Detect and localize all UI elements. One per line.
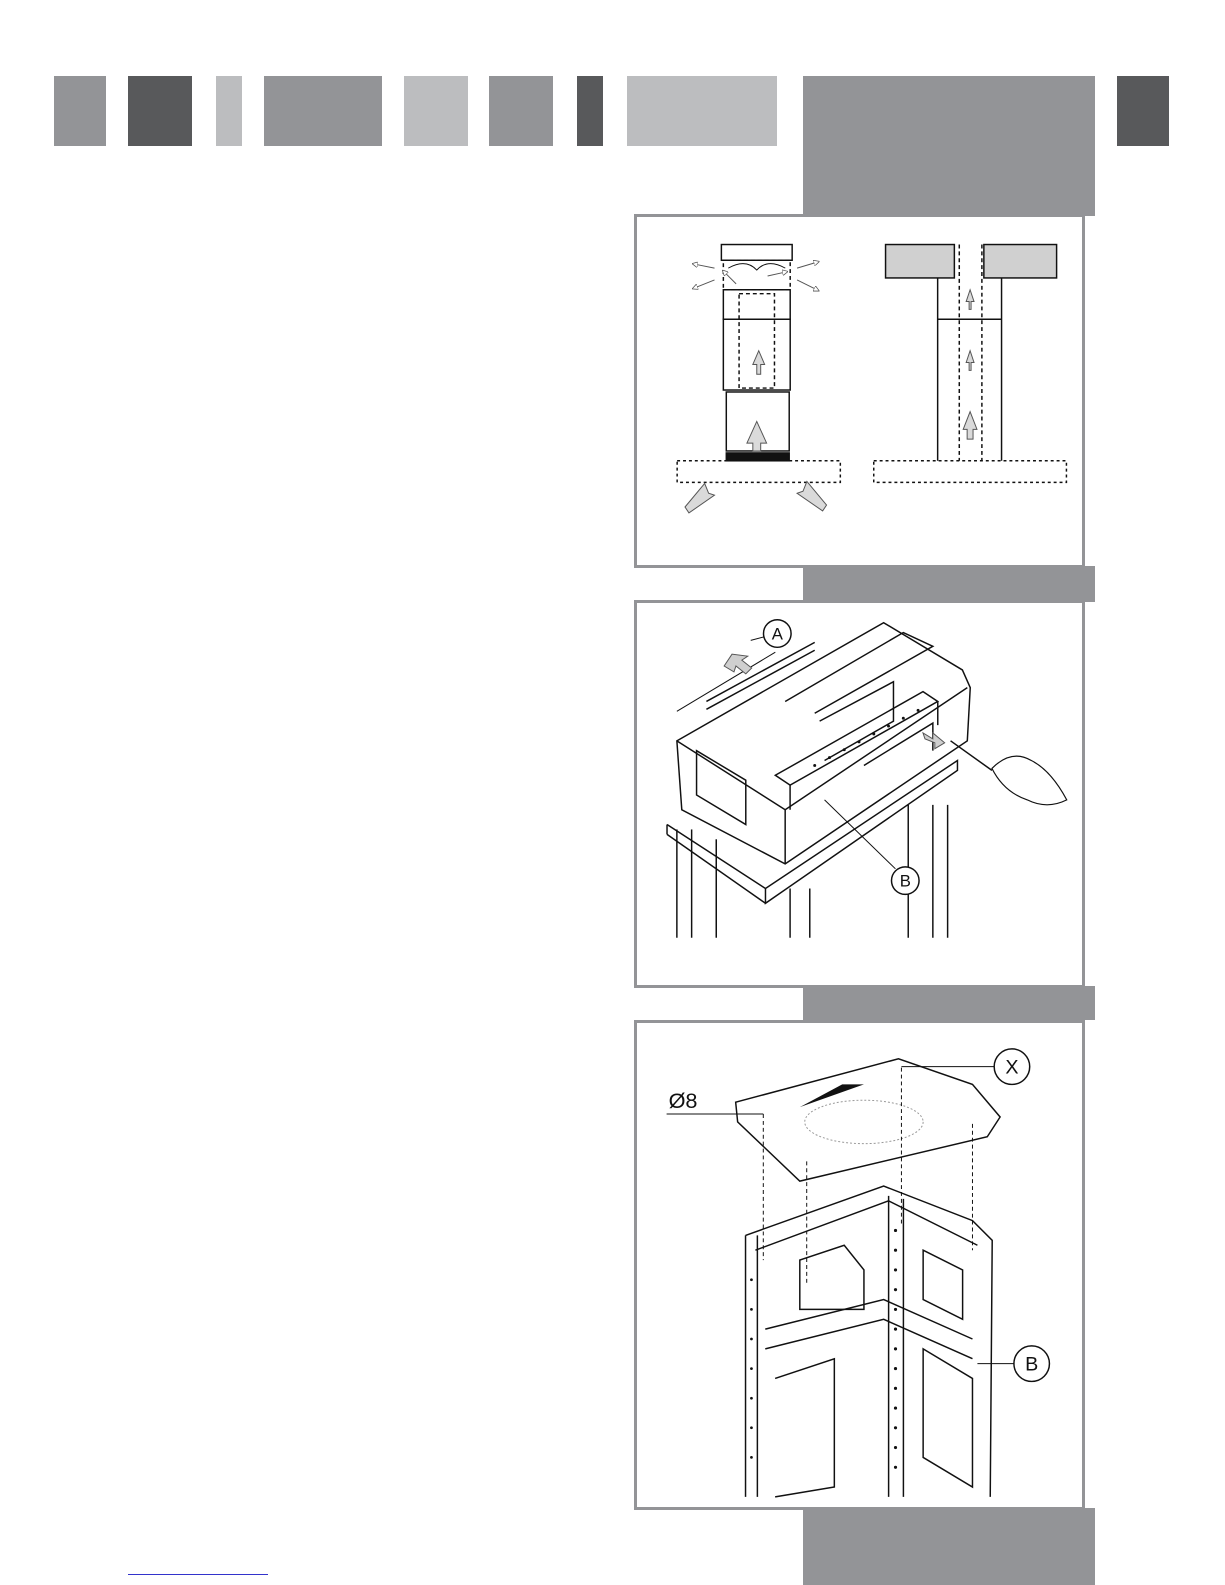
header-block-2 [128, 76, 192, 146]
hood-frame [746, 1186, 993, 1497]
figure-frame-screws [634, 600, 1085, 988]
callout-x-label: X [1005, 1056, 1019, 1079]
header-block-9 [1117, 76, 1169, 146]
header-block-6 [489, 76, 553, 146]
side-column-band-1 [803, 566, 1095, 602]
header-block-7 [577, 76, 603, 146]
header-block-1 [54, 76, 106, 146]
mounting-plate [736, 1059, 1000, 1181]
header-block-8 [627, 76, 777, 146]
header-block-5 [404, 76, 468, 146]
frame-illustration [637, 603, 1082, 985]
figure-fixing-plate [634, 1020, 1085, 1510]
airflow-illustration [637, 217, 1082, 565]
callout-b-label: B [899, 871, 911, 891]
side-column-top [803, 76, 1095, 216]
header-block-3 [216, 76, 242, 146]
side-column-band-2 [803, 986, 1095, 1020]
side-column-bottom [803, 1508, 1095, 1585]
plate-illustration [637, 1023, 1082, 1507]
callout-b-frame-label: B [1025, 1353, 1039, 1376]
header-block-4 [264, 76, 382, 146]
callout-a-label: A [771, 624, 783, 644]
footer-link-line[interactable] [128, 1573, 268, 1575]
figure-airflow [634, 214, 1085, 568]
diameter-label: Ø8 [668, 1088, 698, 1114]
